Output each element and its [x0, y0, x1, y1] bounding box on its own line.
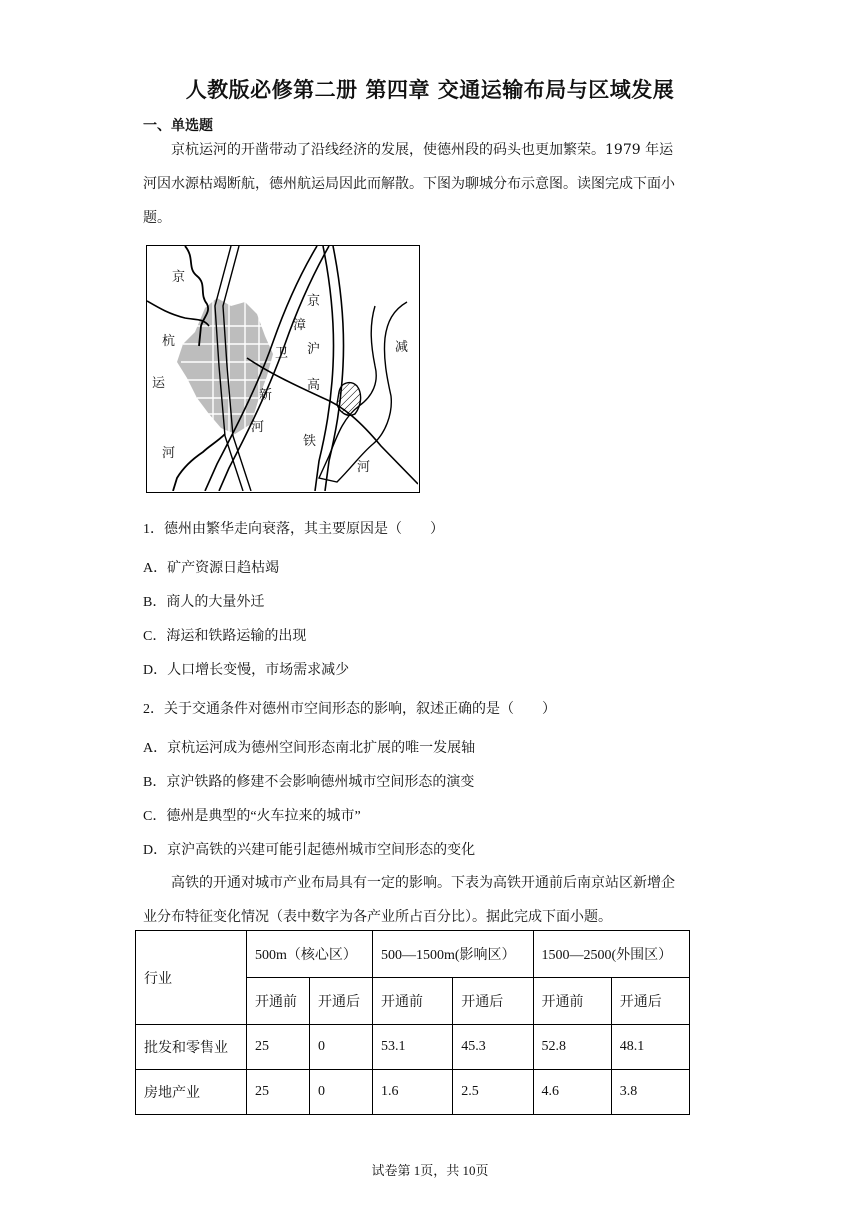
question-1-option-d[interactable]: D．人口增长变慢，市场需求减少	[143, 663, 350, 678]
map-label: 卫	[275, 346, 289, 361]
table-cell: 53.1	[372, 1025, 452, 1070]
map-label: 漳	[293, 318, 307, 333]
map-label: 京	[172, 270, 186, 285]
highspeed-railway	[325, 246, 344, 491]
table-cell-industry: 批发和零售业	[136, 1025, 247, 1070]
question-1-option-b[interactable]: B．商人的大量外迁	[143, 595, 265, 610]
table-cell: 25	[247, 1025, 310, 1070]
table-zone-header: 500m（核心区）	[247, 931, 373, 978]
question-2-stem: 2．关于交通条件对德州市空间形态的影响，叙述正确的是（ ）	[143, 702, 556, 717]
map-label: 铁	[303, 434, 317, 449]
table-row	[136, 1025, 690, 1070]
table-subheader: 开通前	[533, 978, 611, 1025]
table-subheader: 开通后	[453, 978, 533, 1025]
map-label: 沪	[307, 342, 321, 357]
table-subheader: 开通后	[309, 978, 372, 1025]
table-cell: 0	[309, 1070, 372, 1115]
data-table	[135, 930, 690, 1115]
table-cell: 52.8	[533, 1025, 611, 1070]
question-2-option-b[interactable]: B．京沪铁路的修建不会影响德州城市空间形态的演变	[143, 775, 475, 790]
page-title: 人教版必修第二册 第四章 交通运输布局与区域发展	[185, 78, 675, 102]
question-2-option-a[interactable]: A．京杭运河成为德州空间形态南北扩展的唯一发展轴	[143, 741, 476, 756]
page-footer: 试卷第 1页，共 10页	[371, 1163, 489, 1178]
table-cell: 48.1	[611, 1025, 689, 1070]
passage-line: 业分布特征变化情况（表中数字为各产业所占百分比）。据此完成下面小题。	[143, 909, 612, 925]
passage-line: 京杭运河的开凿带动了沿线经济的发展，使德州段的码头也更加繁荣。1979 年运	[171, 142, 674, 158]
map-drawing	[147, 246, 418, 491]
question-1-stem: 1．德州由繁华走向衰落，其主要原因是（ ）	[143, 522, 444, 537]
table-cell: 4.6	[533, 1070, 611, 1115]
question-2-option-d[interactable]: D．京沪高铁的兴建可能引起德州城市空间形态的变化	[143, 843, 476, 858]
section-heading: 一、单选题	[143, 118, 213, 134]
map-label: 杭	[162, 334, 176, 349]
table-subheader: 开通前	[372, 978, 452, 1025]
table-cell: 25	[247, 1070, 310, 1115]
passage-2	[143, 866, 721, 934]
map-figure	[146, 245, 420, 493]
question-1-option-a[interactable]: A．矿产资源日趋枯竭	[143, 561, 280, 576]
hatched-area	[337, 383, 361, 416]
table-cell: 1.6	[372, 1070, 452, 1115]
table-subheader: 开通前	[247, 978, 310, 1025]
jianhe-river	[319, 302, 407, 482]
passage-line: 高铁的开通对城市产业布局具有一定的影响。下表为高铁开通前后南京站区新增企	[171, 875, 675, 891]
passage-1	[143, 133, 721, 235]
table-cell: 3.8	[611, 1070, 689, 1115]
passage-line: 河因水源枯竭断航，德州航运局因此而解散。下图为聊城分布示意图。读图完成下面小	[143, 176, 675, 192]
table-row-header: 行业	[136, 931, 247, 1025]
table-zone-header: 1500—2500(外围区）	[533, 931, 689, 978]
question-2-option-c[interactable]: C．德州是典型的“火车拉来的城市”	[143, 809, 361, 824]
table-subheader: 开通后	[611, 978, 689, 1025]
map-label: 新	[259, 388, 273, 403]
table-row	[136, 1070, 690, 1115]
map-label: 河	[251, 420, 265, 435]
question-1-option-c[interactable]: C．海运和铁路运输的出现	[143, 629, 307, 644]
table-cell-industry: 房地产业	[136, 1070, 247, 1115]
table-zone-header: 500—1500m(影响区）	[372, 931, 533, 978]
table-cell: 2.5	[453, 1070, 533, 1115]
map-label: 高	[307, 378, 321, 393]
passage-line: 题。	[143, 210, 171, 226]
map-label: 减	[395, 340, 409, 355]
map-label: 河	[357, 460, 371, 475]
map-label: 京	[307, 294, 321, 309]
table-cell: 0	[309, 1025, 372, 1070]
table-header-row	[136, 931, 690, 978]
map-label: 河	[162, 446, 176, 461]
map-label: 运	[152, 376, 166, 391]
table-cell: 45.3	[453, 1025, 533, 1070]
